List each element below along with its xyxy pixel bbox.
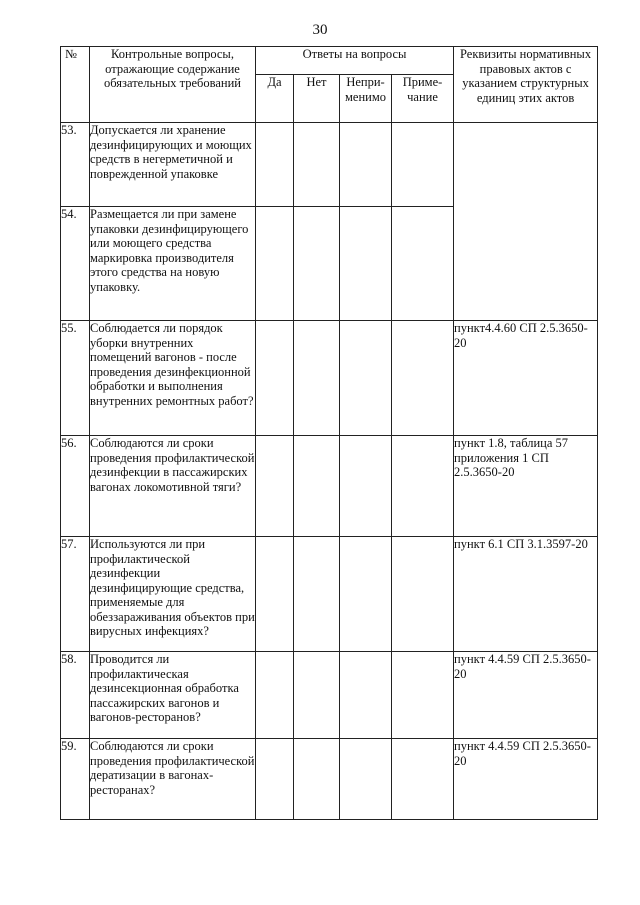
row-question: Допускается ли хранение дезинфицирующих и моющих средств в негерметичной и поврежденной упаковке: [90, 123, 256, 207]
answer-yes-cell: [256, 537, 294, 652]
answer-note-cell: [392, 739, 454, 820]
answer-yes-cell: [256, 207, 294, 321]
answer-note-cell: [392, 652, 454, 739]
header-no: Нет: [294, 75, 340, 123]
answer-na-cell: [340, 537, 392, 652]
answer-yes-cell: [256, 739, 294, 820]
table-row: [61, 436, 598, 537]
header-not-applicable: Непри- менимо: [340, 75, 392, 123]
row-number: 54.: [61, 207, 90, 321]
table-row: [61, 123, 598, 207]
answer-na-cell: [340, 436, 392, 537]
header-yes: Да: [256, 75, 294, 123]
answer-no-cell: [294, 436, 340, 537]
row-question: Проводится ли профилактическая дезинсекционная обработка пассажирских вагонов и вагонов-ресторанов?: [90, 652, 256, 739]
answer-no-cell: [294, 537, 340, 652]
table-row: [61, 537, 598, 652]
row-question: Соблюдаются ли сроки проведения профилактической дератизации в вагонах-ресторанах?: [90, 739, 256, 820]
answer-yes-cell: [256, 123, 294, 207]
row-reference: пункт 6.1 СП 3.1.3597-20: [454, 537, 598, 652]
answer-note-cell: [392, 537, 454, 652]
row-question: Используются ли при профилактической дезинфекции дезинфицирующие средства, применяемые для обеззараживания объектов при вирусных инфекциях?: [90, 537, 256, 652]
answer-note-cell: [392, 321, 454, 436]
row-reference: [454, 123, 598, 321]
checklist-table: [60, 46, 598, 820]
row-number: 56.: [61, 436, 90, 537]
row-reference: пункт 4.4.59 СП 2.5.3650-20: [454, 739, 598, 820]
row-number: 53.: [61, 123, 90, 207]
row-reference: пункт 4.4.59 СП 2.5.3650-20: [454, 652, 598, 739]
answer-yes-cell: [256, 652, 294, 739]
row-number: 55.: [61, 321, 90, 436]
row-reference: пункт4.4.60 СП 2.5.3650-20: [454, 321, 598, 436]
answer-note-cell: [392, 436, 454, 537]
answer-yes-cell: [256, 436, 294, 537]
row-number: 58.: [61, 652, 90, 739]
row-question: Размещается ли при замене упаковки дезинфицирующего или моющего средства маркировка производителя этого средства на новую упаковку.: [90, 207, 256, 321]
answer-yes-cell: [256, 321, 294, 436]
answer-note-cell: [392, 123, 454, 207]
row-reference: пункт 1.8, таблица 57 приложения 1 СП 2.5.3650-20: [454, 436, 598, 537]
answer-na-cell: [340, 321, 392, 436]
answer-na-cell: [340, 207, 392, 321]
answer-na-cell: [340, 739, 392, 820]
row-question: Соблюдается ли порядок уборки внутренних помещений вагонов - после проведения дезинфекционной обработки и выполнения внутренних ремонтных работ?: [90, 321, 256, 436]
answer-na-cell: [340, 652, 392, 739]
header-answers: Ответы на вопросы: [256, 47, 454, 75]
answer-na-cell: [340, 123, 392, 207]
answer-note-cell: [392, 207, 454, 321]
answer-no-cell: [294, 207, 340, 321]
header-reference: Реквизиты нормативных правовых актов с указанием структурных единиц этих актов: [454, 47, 598, 123]
row-number: 57.: [61, 537, 90, 652]
answer-no-cell: [294, 739, 340, 820]
table-row: [61, 652, 598, 739]
answer-no-cell: [294, 321, 340, 436]
answer-no-cell: [294, 123, 340, 207]
header-note: Приме- чание: [392, 75, 454, 123]
row-question: Соблюдаются ли сроки проведения профилактической дезинфекции в пассажирских вагонах локомотивной тяги?: [90, 436, 256, 537]
table-row: [61, 321, 598, 436]
header-question: Контрольные вопросы, отражающие содержание обязательных требований: [90, 47, 256, 123]
answer-no-cell: [294, 652, 340, 739]
table-row: [61, 739, 598, 820]
page-number: 30: [312, 22, 328, 38]
header-number: №: [61, 47, 90, 123]
row-number: 59.: [61, 739, 90, 820]
